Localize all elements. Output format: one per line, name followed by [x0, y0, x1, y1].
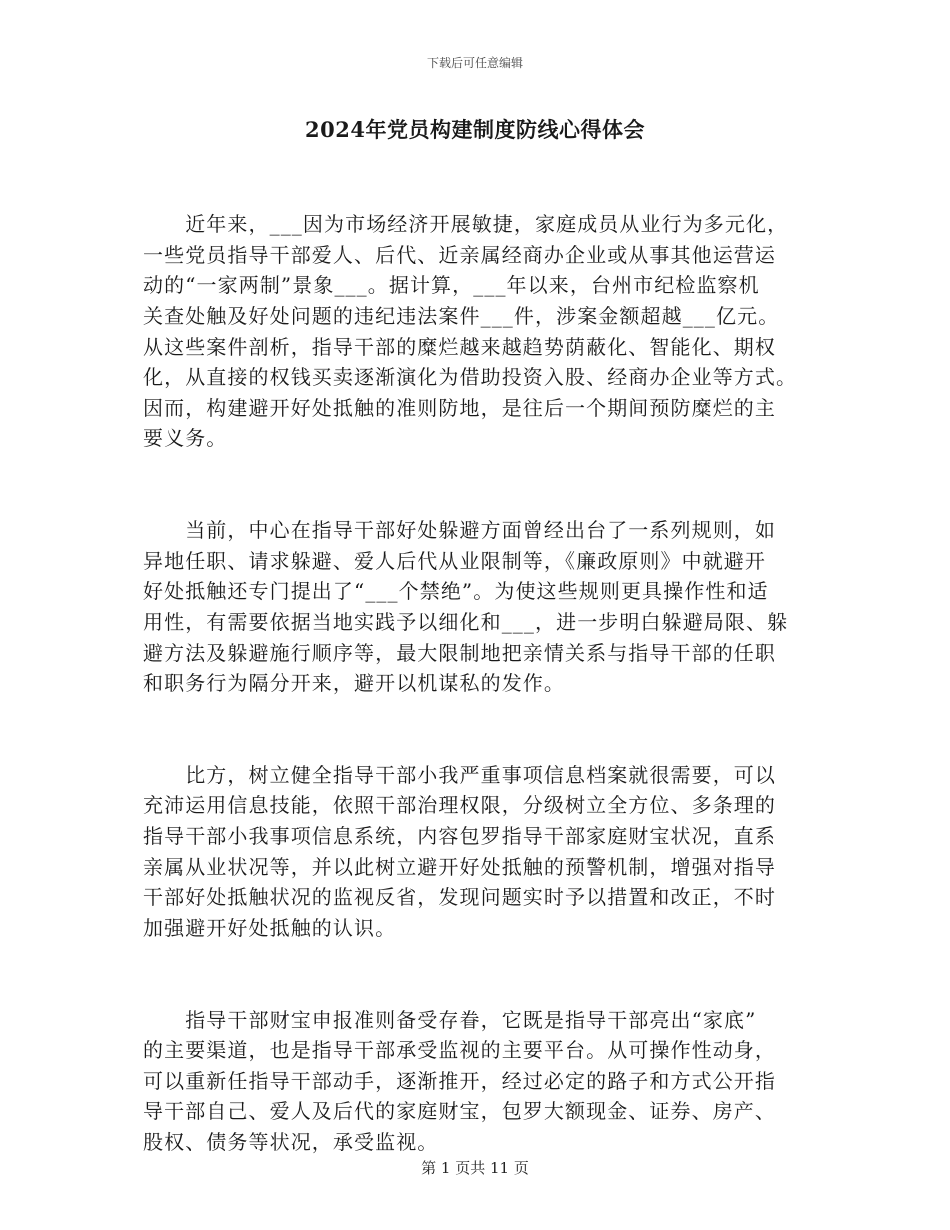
page-footer: 第 1 页共 11 页	[421, 1159, 529, 1177]
paragraph-4: 指导干部财宝申报准则备受存眷，它既是指导干部亮出“家底” 的主要渠道，也是指导干部承受监视的主要平台。从可操作性动身， 可以重新任指导干部动手，逐渐推开，经过必定的路子和方式公开指 导干部自己、爱人及后代的家庭财宝，包罗大额现金、证券、房产、 股权、债务等状况，承受监视。	[143, 1007, 776, 1154]
header-note: 下载后可任意编辑	[426, 56, 523, 70]
document-title: 2024年党员构建制度防线心得体会	[305, 117, 645, 142]
paragraph-3: 比方，树立健全指导干部小我严重事项信息档案就很需要，可以 充沛运用信息技能，依照干部治理权限，分级树立全方位、多条理的 指导干部小我事项信息系统，内容包罗指导干部家庭财宝状况，直系 亲属从业状况等，并以此树立避开好处抵触的预警机制，增强对指导 干部好处抵触状况的监视反省，发现问题实时予以措置和改正，不时 加强避开好处抵触的认识。	[143, 762, 776, 940]
document-body	[143, 148, 813, 1188]
paragraph-2: 当前，中心在指导干部好处躲避方面曾经出台了一系列规则，如 异地任职、请求躲避、爱人后代从业限制等，《廉政原则》中就避开 好处抵触还专门提出了“___个禁绝”。为使这些规则更具操作性和适 用性，有需要依据当地实践予以细化和___，进一步明白躲避局限、躲 避方法及躲避施行顺序等，最大限制地把亲情关系与指导干部的任职 和职务行为隔分开来，避开以机谋私的发作。	[143, 518, 789, 696]
paragraph-1: 近年来，___因为市场经济开展敏捷，家庭成员从业行为多元化， 一些党员指导干部爱人、后代、近亲属经商办企业或从事其他运营运 动的“一家两制”景象___。据计算，___年以来，台州市纪检监察机 关查处触及好处问题的违纪违法案件___件，涉案金额超越___亿元。 从这些案件剖析，指导干部的糜烂越来越趋势荫蔽化、智能化、期权 化，从直接的权钱买卖逐渐演化为借助投资入股、经商办企业等方式。 因而，构建避开好处抵触的准则防地，是往后一个期间预防糜烂的主 要义务。	[143, 212, 798, 451]
